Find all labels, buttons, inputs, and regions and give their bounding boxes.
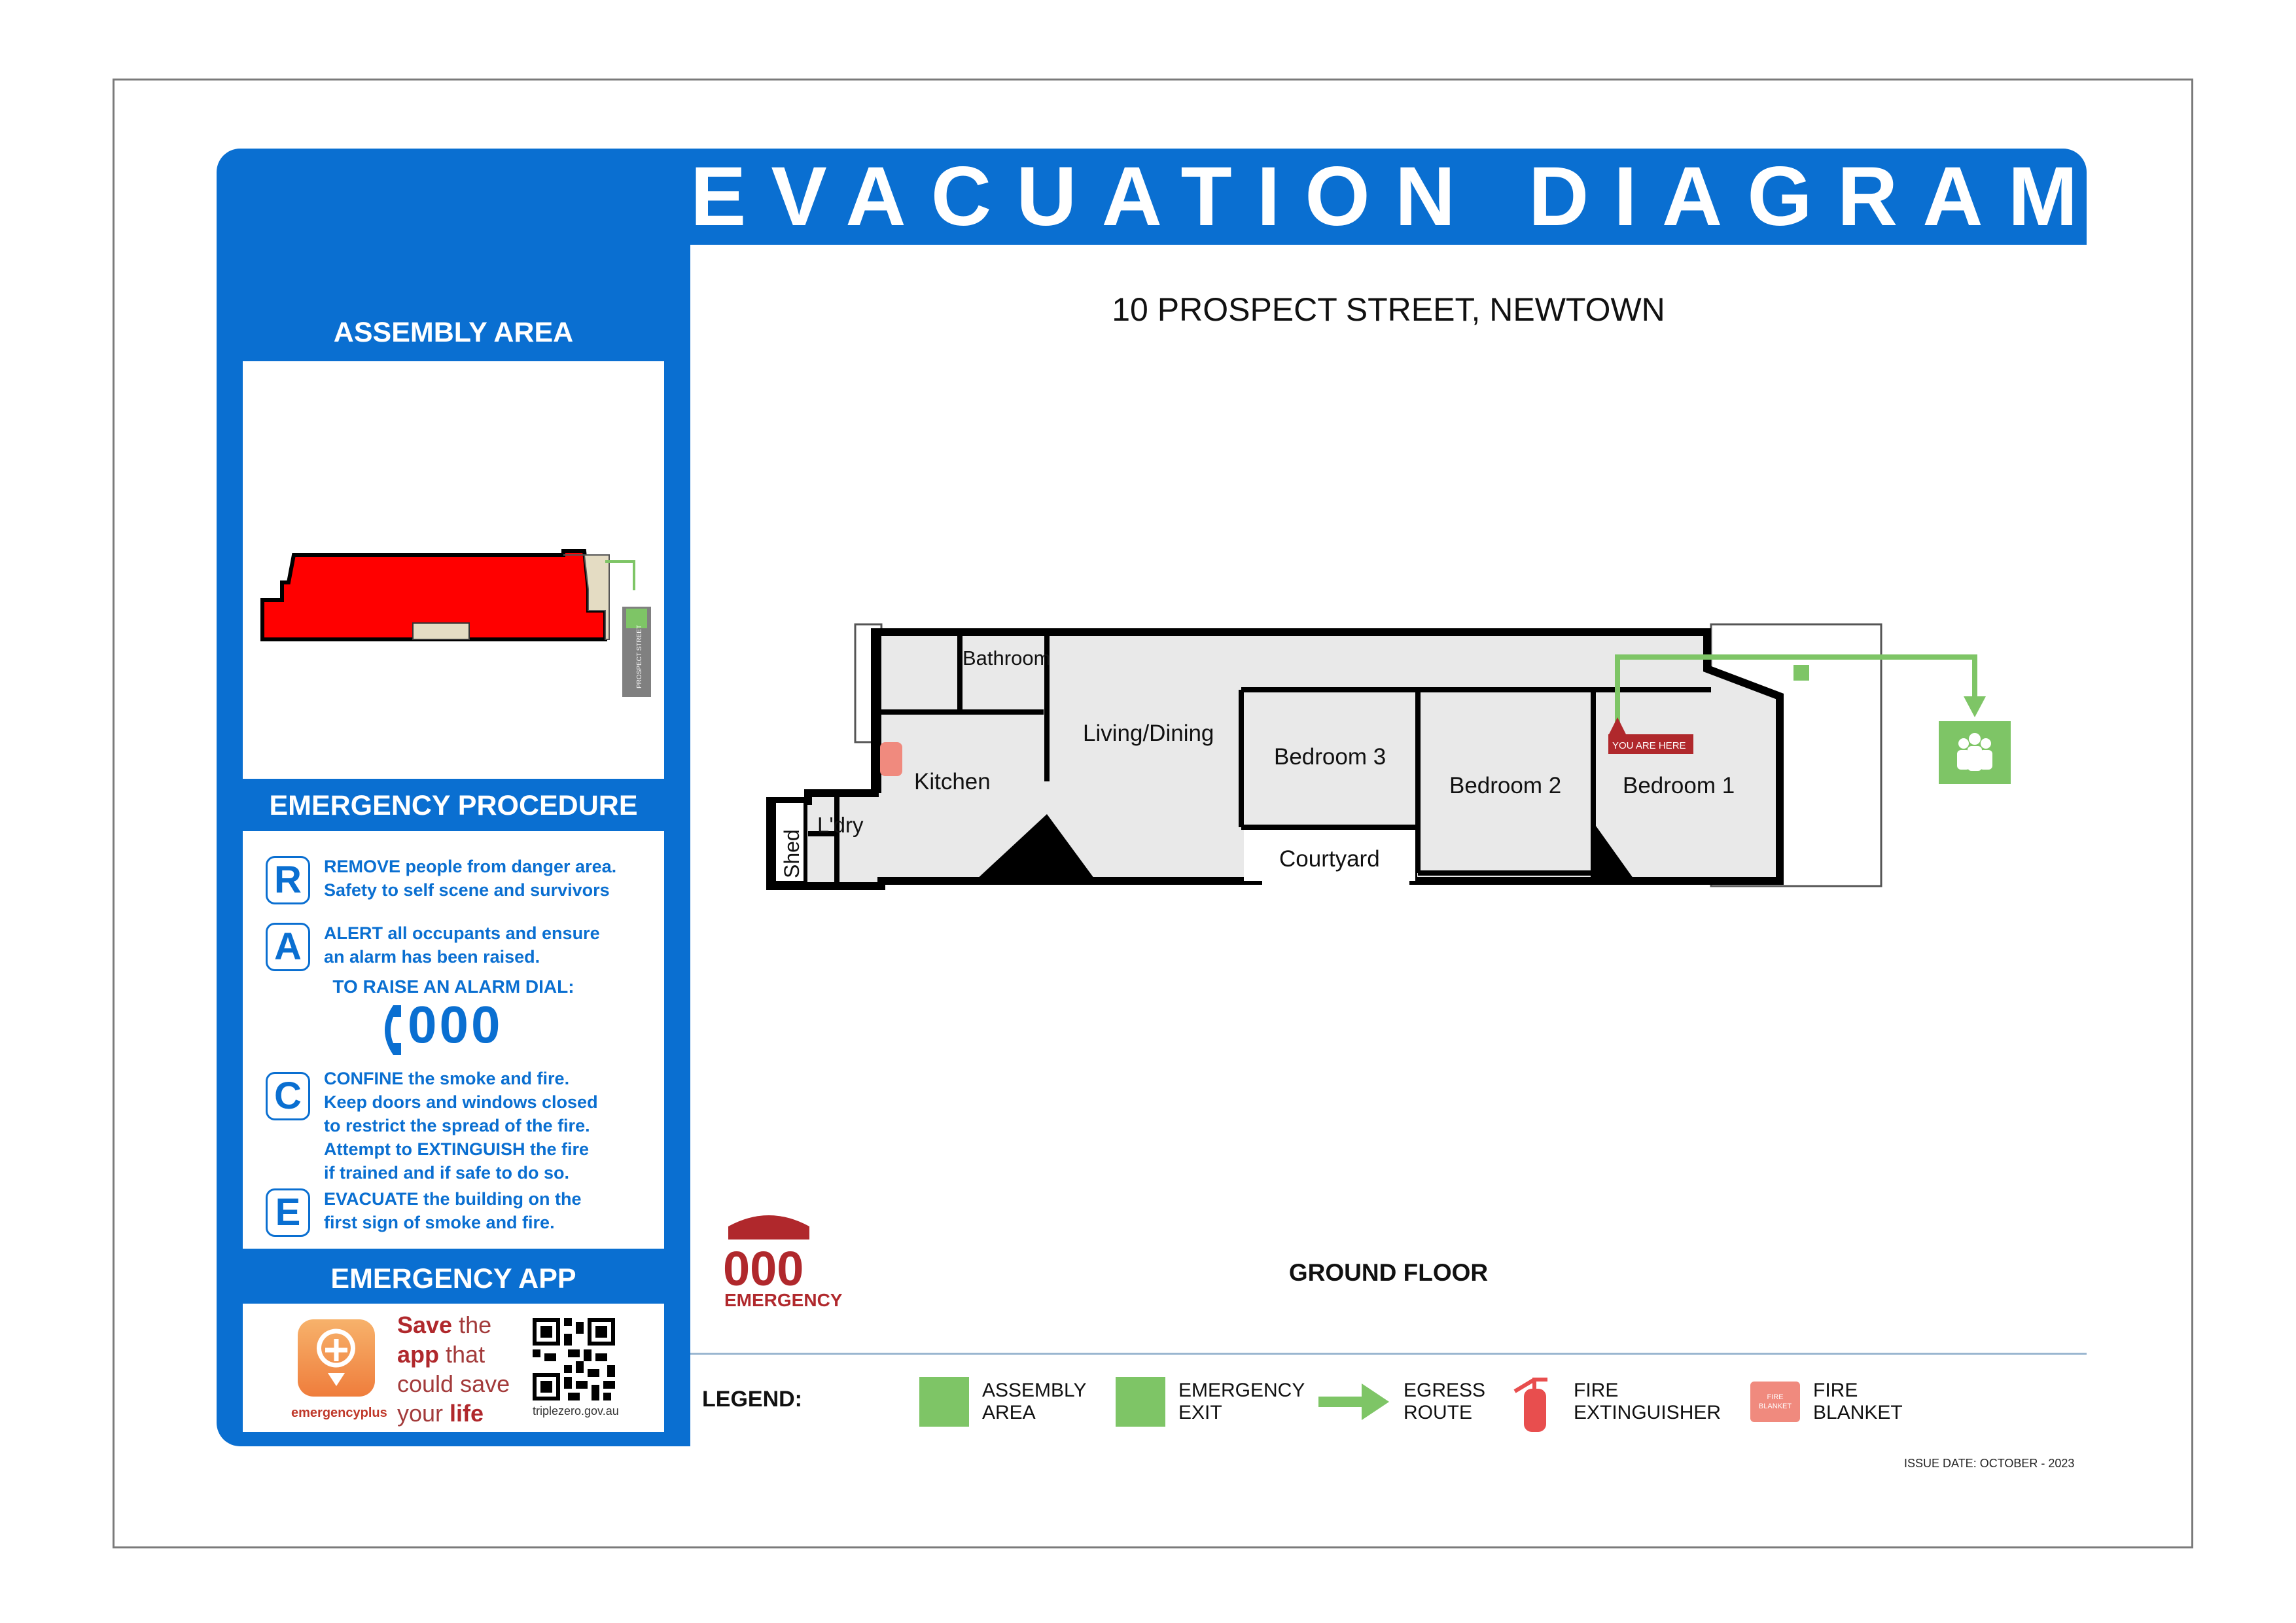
rule-letter-r: R — [266, 856, 310, 904]
app-slogan: Save the app that could save your life — [397, 1311, 510, 1427]
raise-alarm-label: TO RAISE AN ALARM DIAL: — [332, 976, 574, 997]
main-diagram-area — [690, 245, 2087, 1446]
you-are-here-label: YOU ARE HERE — [1612, 740, 1686, 751]
courtyard-footprint — [413, 623, 469, 639]
egress-arrowhead — [1964, 696, 1986, 717]
legend-title: LEGEND: — [702, 1387, 802, 1412]
legend-divider — [690, 1353, 2087, 1355]
legend-item-egress: EGRESS ROUTE — [1318, 1376, 1534, 1428]
rule-letter-a: A — [266, 923, 310, 971]
floor-plan — [690, 245, 2087, 1351]
procedure-heading: EMERGENCY PROCEDURE — [269, 790, 638, 821]
legend-item-blanket: FIRE BLANKET FIRE BLANKET — [1750, 1376, 1944, 1428]
property-address: 10 PROSPECT STREET, NEWTOWN — [1112, 291, 1665, 328]
rule-letter-e: E — [266, 1188, 310, 1237]
extinguisher-icon — [1508, 1369, 1561, 1435]
legend-item-extinguisher: FIRE EXTINGUISHER — [1508, 1376, 1704, 1428]
emergency-plus-app-icon[interactable] — [298, 1319, 375, 1397]
legend-item-assembly: ASSEMBLY AREA — [919, 1376, 1113, 1428]
room-label-bathroom: Bathroom — [963, 647, 1051, 669]
room-label-shed: Shed — [780, 829, 804, 878]
procedure-panel — [243, 831, 664, 1249]
rule-text-r: REMOVE people from danger area. Safety to self scene and survivors — [324, 857, 617, 900]
fire-blanket-icon: FIRE BLANKET — [1750, 1382, 1800, 1422]
app-brand-name: emergencyplus — [291, 1406, 387, 1420]
emergency-exit-sign — [1793, 665, 1809, 681]
diagram-title: EVACUATION DIAGRAM — [690, 150, 2103, 243]
app-panel — [243, 1304, 664, 1432]
svg-text:EMERGENCY: EMERGENCY — [724, 1290, 843, 1310]
qr-caption: triplezero.gov.au — [533, 1404, 619, 1418]
phone-icon — [374, 1003, 404, 1058]
room-label-laundry: L'dry — [817, 813, 864, 837]
exit-icon — [1116, 1377, 1165, 1427]
street-label: PROSPECT STREET — [636, 624, 643, 688]
room-label-kitchen: Kitchen — [914, 769, 991, 794]
room-label-bedroom-1: Bedroom 1 — [1623, 773, 1735, 798]
room-label-living-dining: Living/Dining — [1083, 721, 1214, 746]
rule-letter-c: C — [266, 1072, 310, 1120]
assembly-icon — [919, 1377, 969, 1427]
assembly-area-heading: ASSEMBLY AREA — [333, 317, 574, 348]
egress-arrow-icon — [1318, 1382, 1390, 1421]
svg-text:000: 000 — [723, 1241, 804, 1296]
legend-item-exit: EMERGENCY EXIT — [1116, 1376, 1309, 1428]
room-label-bedroom-3: Bedroom 3 — [1274, 744, 1386, 770]
site-map — [243, 361, 664, 779]
app-heading: EMERGENCY APP — [330, 1263, 576, 1294]
issue-date: ISSUE DATE: OCTOBER - 2023 — [1904, 1457, 2075, 1470]
floor-label: GROUND FLOOR — [1288, 1259, 1489, 1286]
rule-text-a: ALERT all occupants and ensure an alarm has been raised. — [324, 923, 600, 967]
room-label-courtyard: Courtyard — [1279, 846, 1380, 872]
rule-text-e: EVACUATE the building on the first sign of smoke and fire. — [324, 1189, 582, 1232]
assembly-area-panel — [243, 361, 664, 779]
fire-extinguisher-marker — [880, 742, 902, 776]
room-label-bedroom-2: Bedroom 2 — [1449, 773, 1562, 798]
rule-text-c: CONFINE the smoke and fire. Keep doors and windows closed to restrict the spread of the fire. Attempt to EXTINGUISH the fire if trained and if safe to do so. — [324, 1069, 598, 1183]
dial-number: 000 — [408, 995, 503, 1054]
qr-code-icon[interactable] — [533, 1318, 615, 1400]
people-glyph — [1957, 733, 1992, 771]
